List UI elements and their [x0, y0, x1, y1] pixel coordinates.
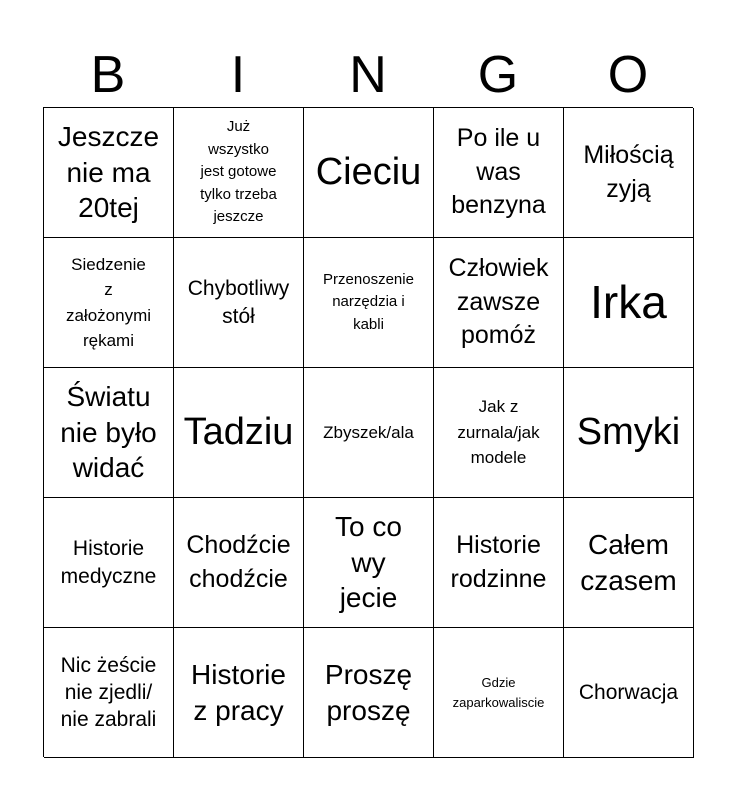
cell-text: Proszę proszę	[324, 658, 413, 726]
bingo-cell[interactable]	[304, 238, 434, 368]
bingo-cell[interactable]	[304, 628, 434, 758]
bingo-cell[interactable]	[174, 368, 304, 498]
header-letter-g: G	[477, 46, 519, 104]
cell-text: Historie z pracy	[191, 658, 286, 726]
bingo-cell[interactable]	[44, 108, 174, 238]
bingo-cell[interactable]	[174, 108, 304, 238]
bingo-cell[interactable]	[304, 368, 434, 498]
cell-text: Smyki	[576, 410, 681, 453]
cell-text: Po ile u was benzyna	[451, 123, 546, 220]
cell-text: Chorwacja	[578, 680, 679, 704]
bingo-cell[interactable]	[434, 368, 564, 498]
bingo-cell[interactable]	[174, 498, 304, 628]
bingo-cell[interactable]	[44, 498, 174, 628]
cell-text: Miłością zyją	[583, 140, 674, 203]
bingo-cell[interactable]	[434, 628, 564, 758]
bingo-cell[interactable]	[434, 238, 564, 368]
cell-text: Światu nie było widać	[60, 380, 157, 484]
cell-text: Chodźcie chodźcie	[186, 530, 291, 593]
cell-text: Chybotliwy stół	[187, 277, 290, 328]
bingo-cell[interactable]	[564, 238, 694, 368]
header-letter-i: I	[230, 46, 246, 104]
cell-text: Jeszcze nie ma 20tej	[57, 120, 160, 224]
cell-text: To co wy jecie	[335, 510, 402, 614]
cell-text: Siedzenie z założonymi rękami	[65, 254, 152, 350]
bingo-cell[interactable]	[564, 108, 694, 238]
bingo-cell[interactable]	[44, 238, 174, 368]
header-letter-n: N	[349, 46, 387, 104]
bingo-cell[interactable]	[564, 368, 694, 498]
cell-text: Całem czasem	[580, 528, 677, 596]
cell-text: Przenoszenie narzędzia i kabli	[323, 270, 414, 333]
bingo-header	[43, 42, 693, 108]
bingo-cell[interactable]	[304, 108, 434, 238]
bingo-cell[interactable]	[174, 238, 304, 368]
bingo-cell[interactable]	[564, 498, 694, 628]
cell-text: Człowiek zawsze pomóż	[448, 253, 549, 350]
header-letter-b: B	[90, 46, 126, 104]
cell-text: Cieciu	[315, 150, 422, 193]
cell-text: Tadziu	[183, 410, 294, 453]
bingo-cell[interactable]	[304, 498, 434, 628]
bingo-grid	[43, 107, 693, 757]
cell-text: Jak z zurnala/jak modele	[457, 397, 540, 468]
cell-text: Nic żeście nie zjedli/ nie zabrali	[60, 653, 157, 732]
cell-text: Gdzie zaparkowaliscie	[452, 675, 545, 710]
cell-text: Historie rodzinne	[450, 530, 547, 593]
bingo-cell[interactable]	[434, 498, 564, 628]
cell-text: Historie medyczne	[60, 537, 157, 588]
cell-text: Irka	[590, 276, 667, 329]
bingo-cell[interactable]	[564, 628, 694, 758]
cell-text: Zbyszek/ala	[323, 422, 414, 442]
bingo-cell[interactable]	[44, 368, 174, 498]
bingo-cell[interactable]	[434, 108, 564, 238]
bingo-cell[interactable]	[44, 628, 174, 758]
header-letter-o: O	[607, 46, 649, 104]
bingo-cell[interactable]	[174, 628, 304, 758]
cell-text: Już wszystko jest gotowe tylko trzeba jeszcze	[200, 118, 277, 226]
